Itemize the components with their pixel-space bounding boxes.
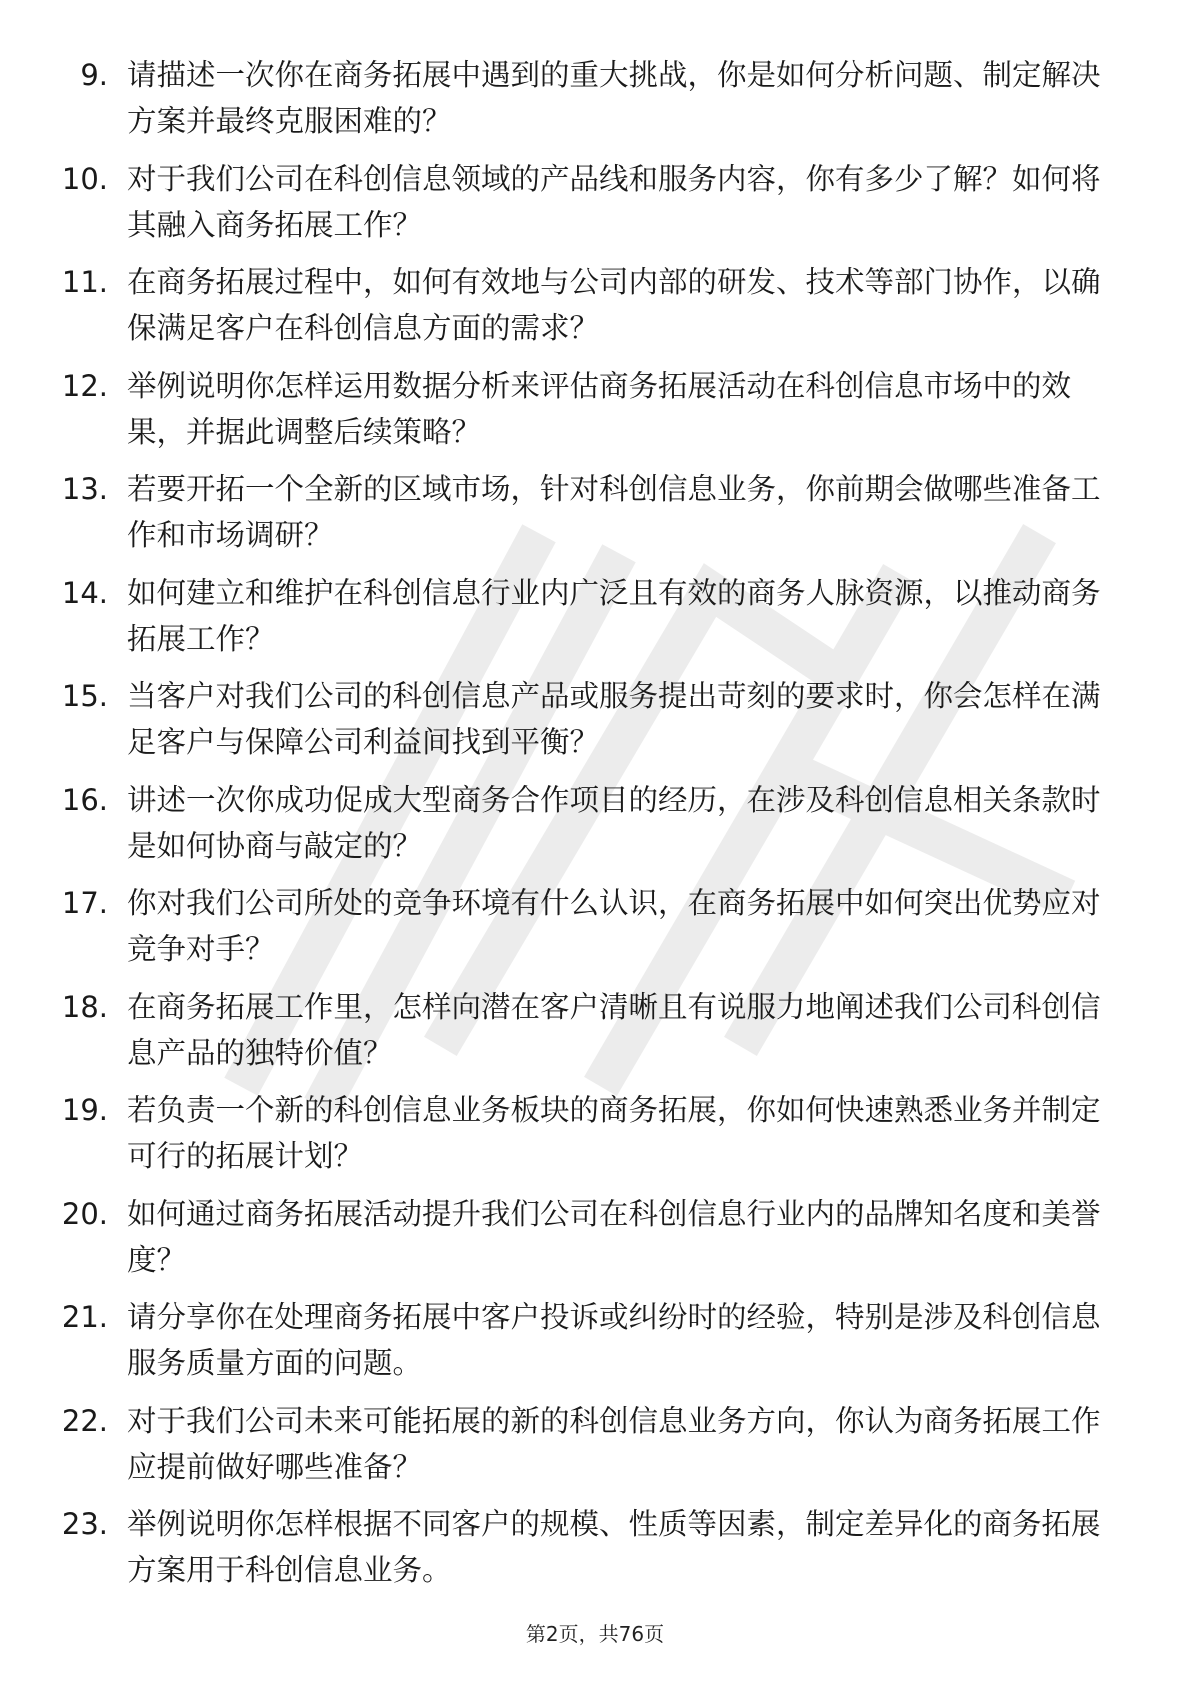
question-item (0, 984, 1190, 1088)
question-number: 22. (61, 1403, 108, 1438)
question-text: 当客户对我们公司的科创信息产品或服务提出苛刻的要求时，你会怎样在满足客户与保障公司利益间找到平衡？ (127, 679, 1101, 759)
question-number: 14. (61, 575, 108, 610)
question-number: 18. (61, 989, 108, 1024)
question-item (0, 363, 1190, 467)
question-text: 举例说明你怎样运用数据分析来评估商务拓展活动在科创信息市场中的效果，并据此调整后续策略？ (127, 368, 1072, 449)
question-text: 对于我们公司未来可能拓展的新的科创信息业务方向，你认为商务拓展工作应提前做好哪些准备？ (127, 1403, 1101, 1484)
question-number: 16. (61, 782, 108, 817)
question-item (0, 259, 1190, 363)
question-number: 12. (61, 368, 108, 403)
question-item (0, 570, 1190, 674)
question-item (0, 1294, 1190, 1398)
question-text: 若负责一个新的科创信息业务板块的商务拓展，你如何快速熟悉业务并制定可行的拓展计划？ (127, 1093, 1101, 1173)
question-text: 在商务拓展工作里，怎样向潜在客户清晰且有说服力地阐述我们公司科创信息产品的独特价值？ (127, 989, 1101, 1070)
question-item (0, 1501, 1190, 1605)
question-text: 如何建立和维护在科创信息行业内广泛且有效的商务人脉资源，以推动商务拓展工作？ (127, 575, 1101, 656)
page-number-footer: 第2页，共76页 (525, 1622, 665, 1646)
question-text: 举例说明你怎样根据不同客户的规模、性质等因素，制定差异化的商务拓展方案用于科创信息业务。 (127, 1507, 1101, 1587)
question-number: 13. (61, 472, 108, 506)
question-item (0, 52, 1190, 156)
question-number: 19. (61, 1093, 108, 1127)
question-text: 请分享你在处理商务拓展中客户投诉或纠纷时的经验，特别是涉及科创信息服务质量方面的问题。 (127, 1300, 1101, 1380)
question-item (0, 777, 1190, 881)
question-number: 21. (61, 1300, 108, 1334)
question-text: 讲述一次你成功促成大型商务合作项目的经历，在涉及科创信息相关条款时是如何协商与敲定的？ (127, 782, 1101, 863)
question-item (0, 1087, 1190, 1191)
question-text: 在商务拓展过程中，如何有效地与公司内部的研发、技术等部门协作，以确保满足客户在科创信息方面的需求？ (127, 265, 1101, 345)
question-list (0, 52, 1190, 1605)
question-item (0, 466, 1190, 570)
question-number: 10. (61, 161, 108, 196)
question-text: 若要开拓一个全新的区域市场，针对科创信息业务，你前期会做哪些准备工作和市场调研？ (127, 472, 1101, 552)
question-text: 你对我们公司所处的竞争环境有什么认识，在商务拓展中如何突出优势应对竞争对手？ (127, 886, 1101, 966)
question-item (0, 1398, 1190, 1502)
question-number: 20. (61, 1196, 108, 1231)
question-item (0, 673, 1190, 777)
question-number: 9. (80, 58, 108, 92)
question-number: 17. (61, 886, 108, 920)
question-text: 请描述一次你在商务拓展中遇到的重大挑战，你是如何分析问题、制定解决方案并最终克服困难的？ (127, 58, 1101, 138)
question-item (0, 156, 1190, 260)
question-item (0, 1191, 1190, 1295)
question-number: 11. (61, 265, 108, 299)
question-number: 23. (61, 1507, 108, 1541)
question-item (0, 880, 1190, 984)
question-text: 如何通过商务拓展活动提升我们公司在科创信息行业内的品牌知名度和美誉度？ (127, 1196, 1101, 1277)
question-number: 15. (61, 679, 108, 713)
question-text: 对于我们公司在科创信息领域的产品线和服务内容，你有多少了解？如何将其融入商务拓展工作？ (127, 161, 1101, 242)
